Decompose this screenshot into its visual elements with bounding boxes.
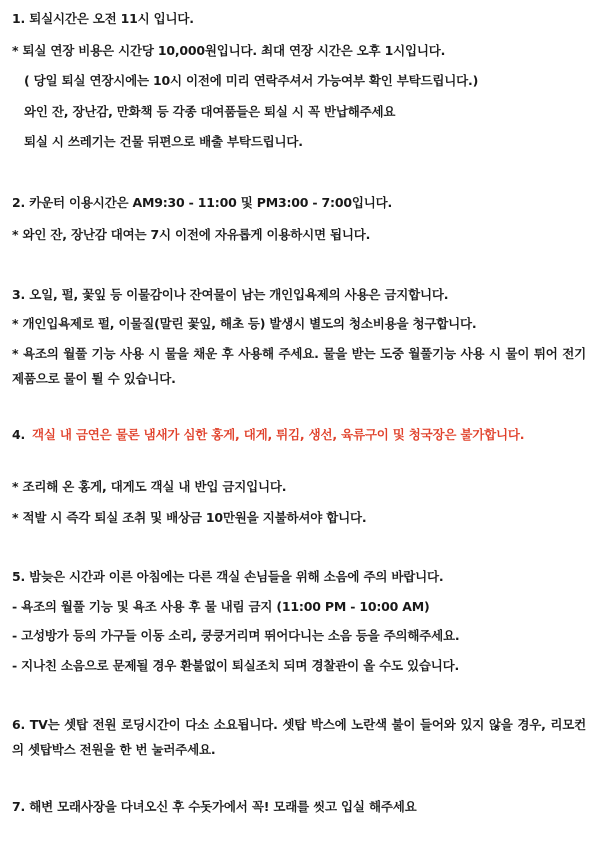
section-2-line: * 와인 잔, 장난감 대여는 7시 이전에 자유롭게 이용하시면 됩니다. [12,227,371,242]
section-5-line: - 고성방가 등의 가구들 이동 소리, 쿵쿵거리며 뛰어다니는 소음 등을 주의해주세요. [12,628,460,643]
section-4-number: 4. [12,427,26,442]
section-3-title: 3. 오일, 펄, 꽃잎 등 이물감이나 잔여물이 남는 개인입욕제의 사용은 금지합니다. [12,287,449,302]
section-5-line: - 지나친 소음으로 문제될 경우 환불없이 퇴실조치 되며 경찰관이 올 수도 있습니다. [12,658,460,673]
section-1-line: 와인 잔, 장난감, 만화책 등 각종 대여품들은 퇴실 시 꼭 반납해주세요 [24,104,396,119]
section-4-line: * 적발 시 즉각 퇴실 조취 및 배상금 10만원을 지불하셔야 합니다. [12,510,367,525]
section-2-title: 2. 카운터 이용시간은 AM9:30 - 11:00 및 PM3:00 - 7:00입니다. [12,195,393,210]
section-3-line: * 개인입욕제로 펄, 이물질(말린 꽃잎, 해초 등) 발생시 별도의 청소비용을 청구합니다. [12,316,477,331]
section-4-line: * 조리해 온 홍게, 대게도 객실 내 반입 금지입니다. [12,479,287,494]
section-4-title [12,424,590,446]
section-1-line: ( 당일 퇴실 연장시에는 10시 이전에 미리 연락주셔서 가능여부 확인 부탁드립니다.) [24,73,479,88]
section-3-line: * 욕조의 월풀 기능 사용 시 물을 채운 후 사용해 주세요. 물을 받는 도중 월풀기능 사용 시 물이 튀어 전기 제품으로 물이 튈 수 있습니다. [12,346,586,386]
section-1-line: 퇴실 시 쓰레기는 건물 뒤편으로 배출 부탁드립니다. [24,134,303,149]
section-1-title: 1. 퇴실시간은 오전 11시 입니다. [12,11,194,26]
section-4-warning: 객실 내 금연은 물론 냄새가 심한 홍게, 대게, 튀김, 생선, 육류구이 및 청국장은 불가합니다. [32,427,525,442]
section-7-text: 7. 해변 모래사장을 다녀오신 후 수돗가에서 꼭! 모래를 씻고 입실 해주세요 [12,799,417,814]
section-5-title: 5. 밤늦은 시간과 이른 아침에는 다른 객실 손님들을 위해 소음에 주의 바랍니다. [12,569,444,584]
section-6-text: 6. TV는 셋탑 전원 로딩시간이 다소 소요됩니다. 셋탑 박스에 노란색 불이 들어와 있지 않을 경우, 리모컨의 셋탑박스 전원을 한 번 눌러주세요. [12,717,586,757]
section-5-line: - 욕조의 월풀 기능 및 욕조 사용 후 물 내림 금지 (11:00 PM - 10:00 AM) [12,599,430,614]
section-1-line: * 퇴실 연장 비용은 시간당 10,000원입니다. 최대 연장 시간은 오후 1시입니다. [12,43,446,58]
